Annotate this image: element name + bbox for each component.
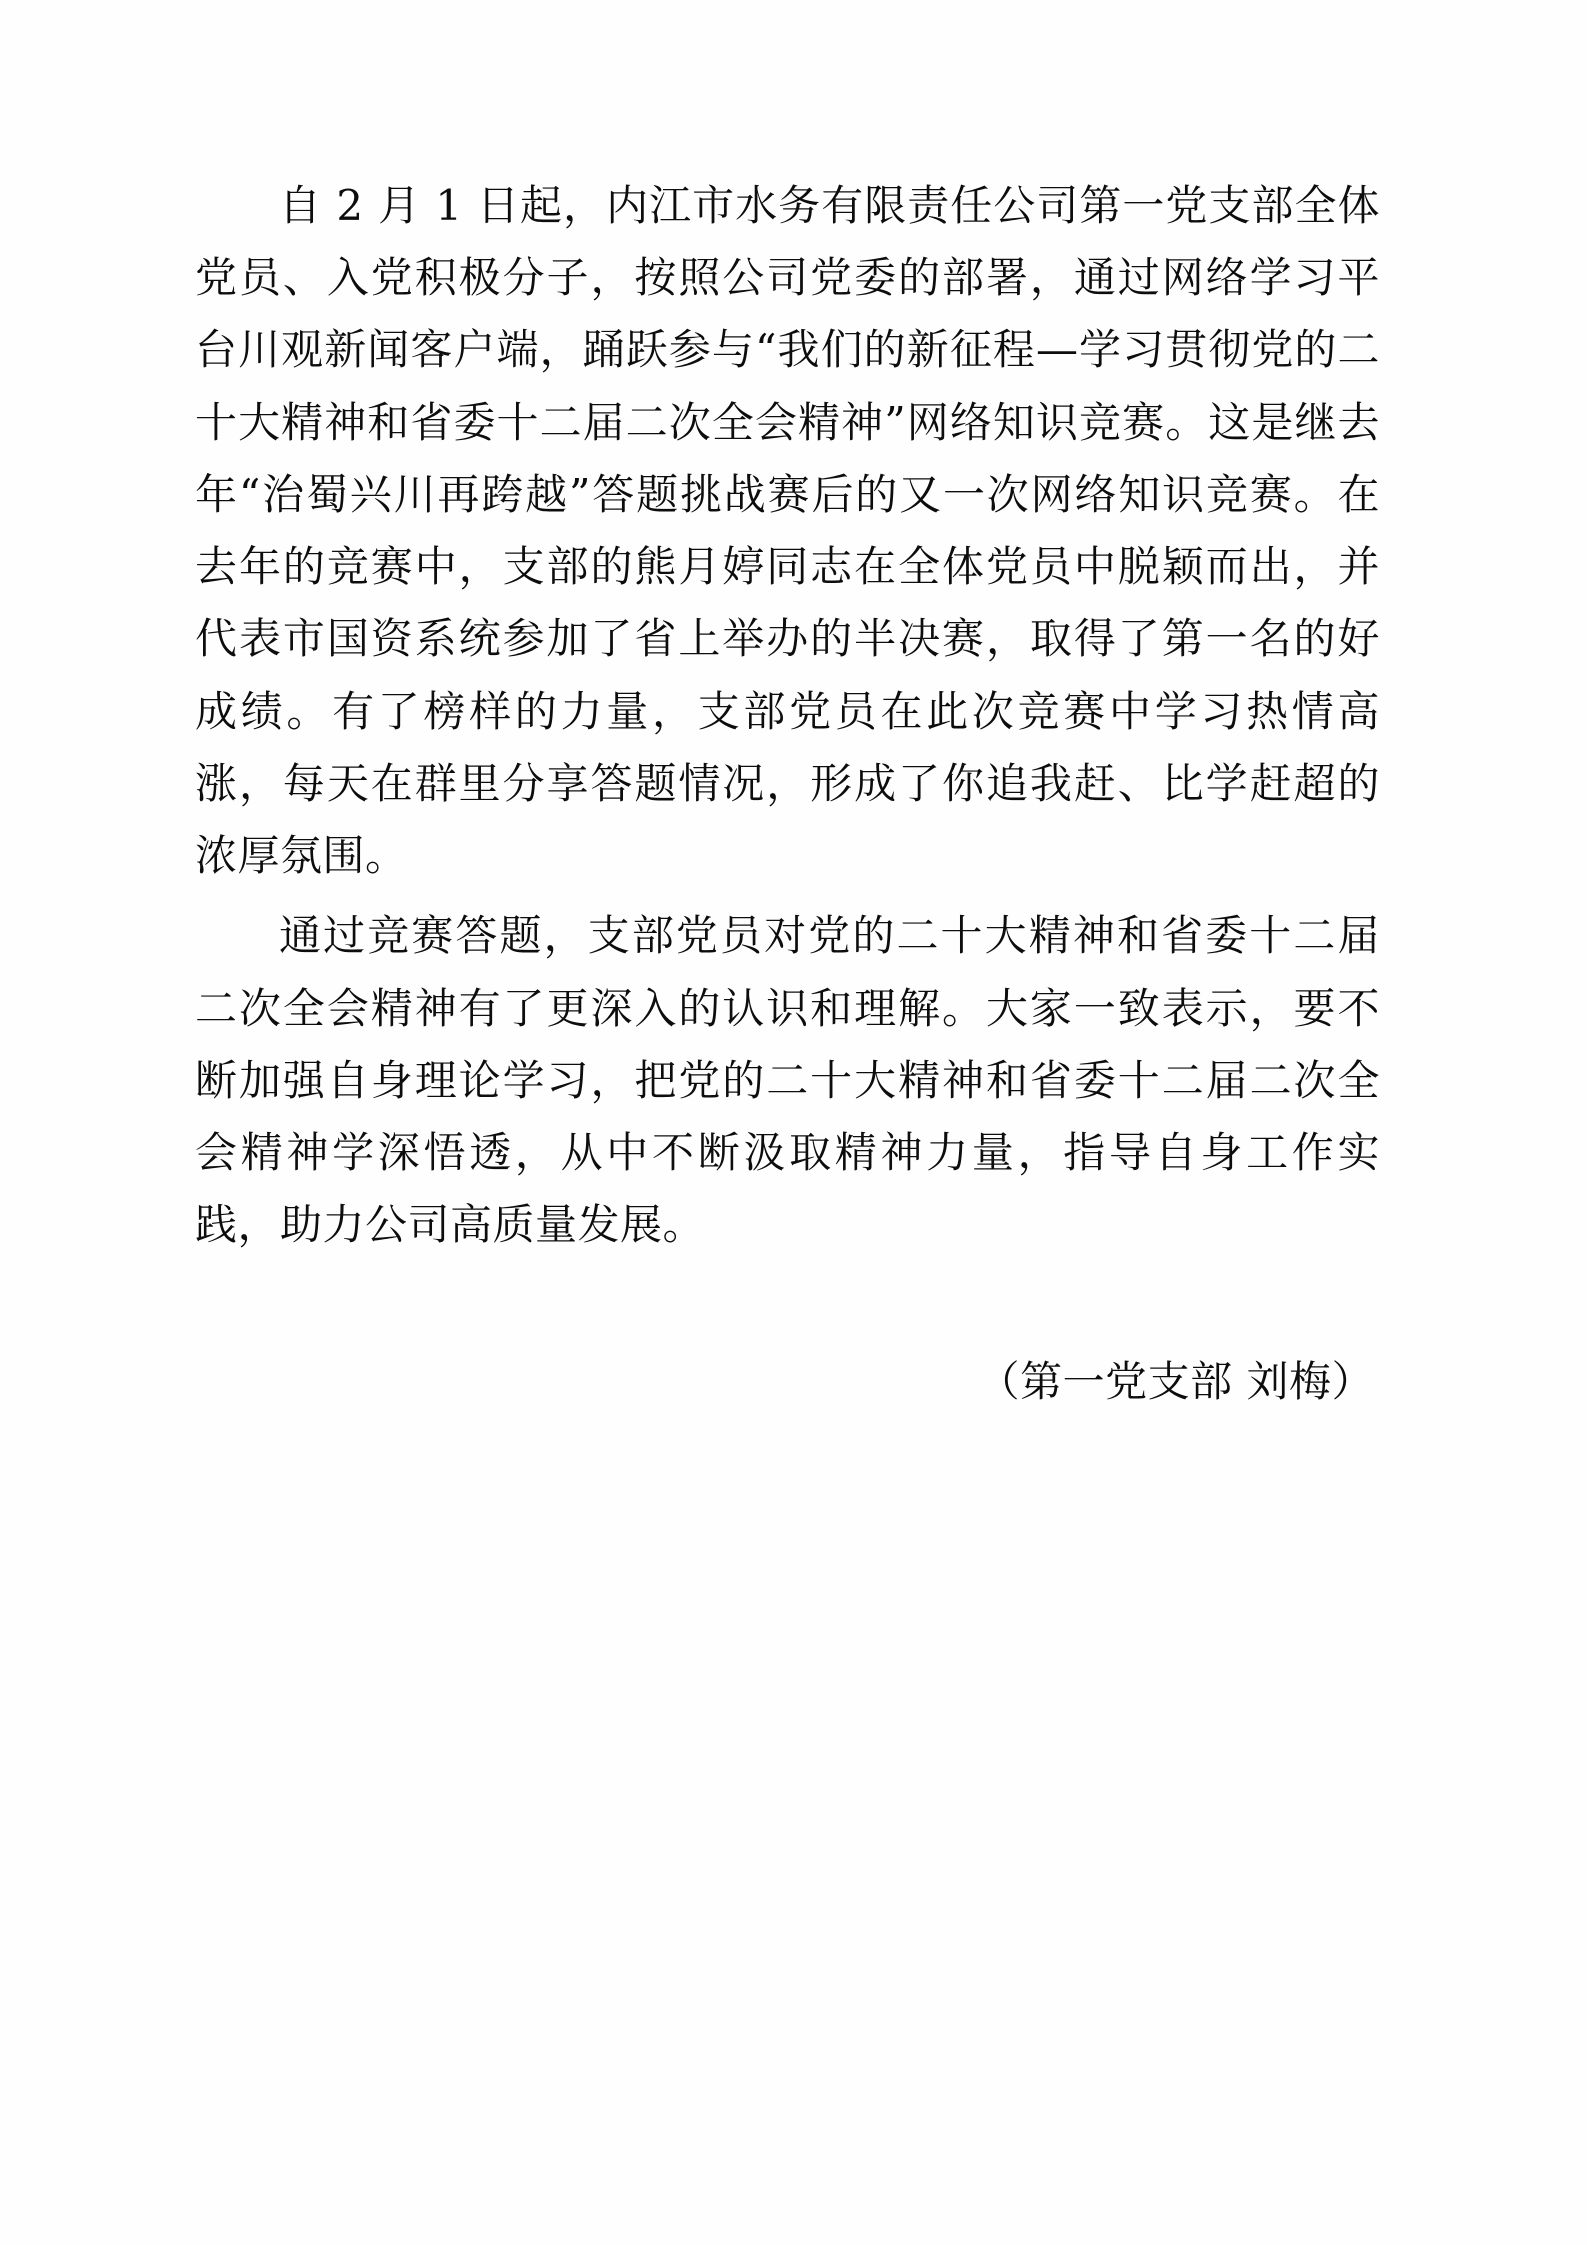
paragraph-2: 通过竞赛答题，支部党员对党的二十大精神和省委十二届二次全会精神有了更深入的认识和理解。大家一致表示，要不断加强自身理论学习，把党的二十大精神和省委十二届二次全会精神学深悟透，从中不断汲取精神力量，指导自身工作实践，助力公司高质量发展。 xyxy=(195,911,1380,1250)
signature-line: （第一党支部 刘梅） xyxy=(977,1356,1374,1406)
paragraph-1: 自 2 月 1 日起，内江市水务有限责任公司第一党支部全体党员、入党积极分子，按照公司党委的部署，通过网络学习平台川观新闻客户端，踊跃参与“我们的新征程—学习贯彻党的二十大精神和省委十二届二次全会精神”网络知识竞赛。这是继去年“治蜀兴川再跨越”答题挑战赛后的又一次网络知识竞赛。在去年的竞赛中，支部的熊月婷同志在全体党员中脱颖而出，并代表市国资系统参加了省上举办的半决赛，取得了第一名的好成绩。有了榜样的力量，支部党员在此次竞赛中学习热情高涨，每天在群里分享答题情况，形成了你追我赶、比学赶超的浓厚氛围。 xyxy=(195,181,1380,881)
document-body xyxy=(195,170,1380,1418)
